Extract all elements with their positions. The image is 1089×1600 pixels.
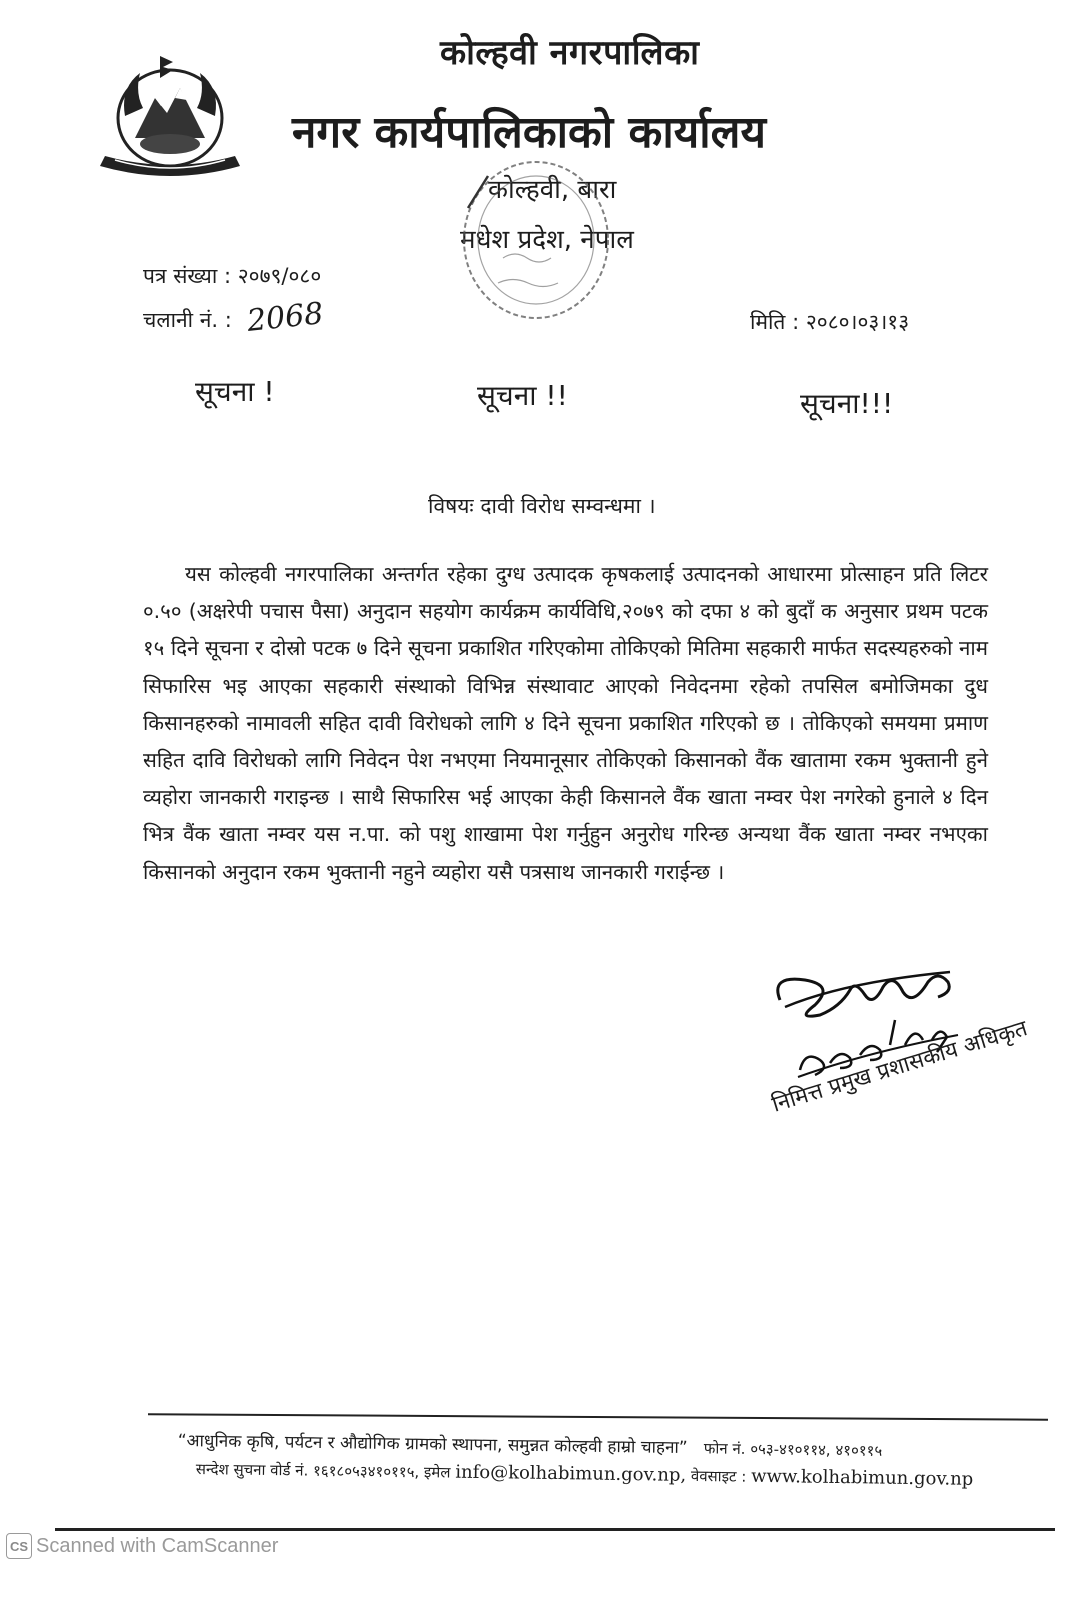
footer-board: सन्देश सुचना वोर्ड नं. १६१८०५३४१०११५, इमेल bbox=[195, 1459, 451, 1482]
camscanner-watermark bbox=[6, 1532, 282, 1560]
footer-slogan: “आधुनिक कृषि, पर्यटन र औद्योगिक ग्रामको स्थापना, समुन्नत कोल्हवी हाम्रो चाहना” bbox=[177, 1430, 688, 1459]
bottom-divider bbox=[55, 1528, 1055, 1531]
footer-website: www.kolhabimun.gov.np bbox=[751, 1465, 974, 1490]
letter-number-label: पत्र संख्या : bbox=[143, 264, 232, 288]
signer-title: निमित्त प्रमुख प्रशासकीय अधिकृत bbox=[769, 1016, 1031, 1118]
date-label: मिति : bbox=[750, 310, 800, 334]
footer-divider bbox=[148, 1413, 1048, 1420]
footer-phone: फोन नं. ०५३-४१०११४, ४१०११५ bbox=[703, 1439, 883, 1460]
dispatch-number-label: चलानी नं. : bbox=[143, 308, 232, 332]
letter-number-value: २०७९/०८० bbox=[237, 264, 322, 288]
date-row bbox=[750, 308, 909, 336]
address-line-1: कोल्हवी, बारा bbox=[488, 175, 617, 205]
notice-heading-3: सूचना!!! bbox=[800, 387, 894, 420]
address-line-2: मधेश प्रदेश, नेपाल bbox=[460, 225, 634, 255]
subject-line: विषयः दावी विरोध सम्वन्धमा । bbox=[428, 494, 656, 518]
footer-website-label: वेवसाइट : bbox=[690, 1466, 747, 1486]
dispatch-number-row bbox=[143, 296, 325, 339]
office-name: नगर कार्यपालिकाको कार्यालय bbox=[292, 107, 766, 158]
office-stamp-icon bbox=[448, 148, 618, 328]
nepal-emblem-icon bbox=[95, 48, 245, 180]
dispatch-number-value: 2068 bbox=[244, 296, 325, 339]
body-paragraph: यस कोल्हवी नगरपालिका अन्तर्गत रहेका दुग्ध उत्पादक कृषकलाई उत्पादनको आधारमा प्रोत्साहन प्रति लिटर ०.५० (अक्षरेपी पचास पैसा) अनुदान सहयोग कार्यक्रम कार्यविधि,२०७९ को दफा ४ को बुदाँ क अनुसार प्रथम पटक १५ दिने सूचना र दोस्रो पटक ७ दिने सूचना प्रकाशित गरिएकोमा तोकिएको मितिमा सहकारी मार्फत सदस्यहरुको नाम सिफारिस भइ आएका सहकारी संस्थाको विभिन्न संस्थावाट आएको निवेदनमा रहेको तपसिल बमोजिमका दुध किसानहरुको नामावली सहित दावी विरोधको लागि ४ दिने सूचना प्रकाशित गरिएको छ । तोकिएको समयमा प्रमाण सहित दावि विरोधको लागि निवेदन पेश नभएमा नियमानूसार तोकिएको किसानको वैंक खातामा रकम भुक्तानी हुने व्यहोरा जानकारी गराइन्छ । साथै सिफारिस भई आएका केही किसानले वैंक खाता नम्वर पेश नगरेको हुनाले ४ दिन भित्र वैंक खाता नम्वर यस न.पा. को पशु शाखामा पेश गर्नुहुन अनुरोध गरिन्छ अन्यथा वैंक खाता नम्वर नभएका किसानको अनुदान रकम भुक्तानी नहुने व्यहोरा यसै पत्रसाथ जानकारी गराईन्छ । bbox=[143, 562, 988, 884]
watermark-text: Scanned with CamScanner bbox=[36, 1534, 279, 1557]
municipality-name: कोल्हवी नगरपालिका bbox=[440, 33, 700, 73]
footer-email: info@kolhabimun.gov.np, bbox=[455, 1461, 687, 1486]
letter-number-row bbox=[143, 262, 321, 290]
date-value: २०८०।०३।१३ bbox=[805, 310, 910, 334]
notice-heading-1: सूचना ! bbox=[195, 375, 275, 408]
footer-slogan-row bbox=[178, 1428, 883, 1461]
footer-contact-row bbox=[196, 1458, 974, 1490]
notice-heading-2: सूचना !! bbox=[477, 379, 568, 412]
camscanner-logo-icon: CS bbox=[6, 1533, 32, 1559]
